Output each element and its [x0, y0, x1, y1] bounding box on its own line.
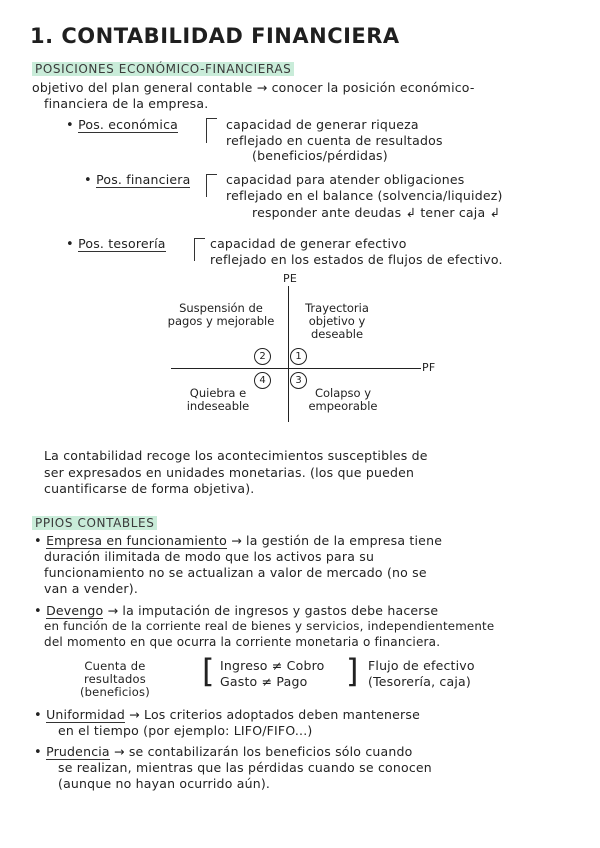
- number-circle-2: 2: [254, 348, 271, 365]
- principle-line: del momento en que ocurra la corriente monetaria o financiera.: [44, 635, 441, 649]
- axis-label-pe: PE: [283, 272, 297, 285]
- right-bracket-icon: ]: [346, 652, 359, 690]
- principle-line: funcionamiento no se actualizan a valor de mercado (no se: [44, 565, 427, 580]
- quadrant-3-label: Quiebra e indeseable: [186, 386, 250, 413]
- detail-right-line: (Tesorería, caja): [368, 674, 471, 689]
- principle-line: se realizan, mientras que las pérdidas cuando se conocen: [58, 760, 432, 775]
- number-circle-4: 4: [254, 372, 271, 389]
- number-circle-1: 1: [290, 348, 307, 365]
- principle-term: Prudencia: [46, 744, 110, 759]
- item-line: responder ante deudas ↲ tener caja ↲: [252, 205, 501, 220]
- principle-devengo: [34, 603, 438, 619]
- bullet-icon: •: [34, 604, 42, 619]
- section-heading-text: POSICIONES ECONÓMICO-FINANCIERAS: [32, 62, 294, 76]
- intro-line-2: financiera de la empresa.: [44, 96, 209, 111]
- x-axis: [171, 368, 421, 369]
- item-line: reflejado en el balance (solvencia/liquidez): [226, 188, 503, 203]
- principle-term: Devengo: [46, 603, 104, 618]
- item-line: capacidad para atender obligaciones: [226, 172, 465, 187]
- item-line: reflejado en los estados de flujos de efectivo.: [210, 252, 503, 267]
- number-circle-3: 3: [290, 372, 307, 389]
- axis-label-pf: PF: [422, 361, 436, 374]
- item-label: Pos. tesorería: [78, 236, 166, 251]
- list-item-pos-tesoreria: [66, 236, 166, 252]
- detail-left-line: Cuenta de: [84, 659, 146, 673]
- intro-line-1: objetivo del plan general contable → conocer la posición económico-: [32, 80, 475, 95]
- item-line: capacidad de generar efectivo: [210, 236, 407, 251]
- quadrant-1-label: Trayectoria objetivo y deseable: [305, 301, 369, 341]
- y-axis: [288, 286, 289, 422]
- bullet-icon: •: [34, 534, 42, 549]
- paragraph-line-3: cuantificarse de forma objetiva).: [44, 481, 255, 496]
- item-line: (beneficios/pérdidas): [252, 148, 388, 163]
- principle-empresa: [34, 533, 442, 549]
- bullet-icon: •: [34, 745, 42, 760]
- principle-line: van a vender).: [44, 581, 139, 596]
- list-item-pos-financiera: [84, 172, 190, 188]
- principle-term: Uniformidad: [46, 707, 125, 722]
- principle-line: en el tiempo (por ejemplo: LIFO/FIFO...): [58, 723, 313, 738]
- left-bracket-icon: [: [202, 652, 215, 690]
- quadrant-2-label: Suspensión de pagos y mejorable: [167, 301, 275, 328]
- principle-uniformidad: [34, 707, 420, 723]
- bracket-line: [206, 118, 217, 143]
- principle-line: en función de la corriente real de bienes y servicios, independientemente: [44, 619, 495, 633]
- bullet-icon: •: [34, 708, 42, 723]
- principle-text: → la imputación de ingresos y gastos debe hacerse: [107, 603, 439, 618]
- bullet-icon: •: [66, 118, 74, 133]
- principle-text: → Los criterios adoptados deben mantenerse: [129, 707, 420, 722]
- paragraph-line-1: La contabilidad recoge los acontecimientos susceptibles de: [44, 448, 428, 463]
- section-heading-text: PPIOS CONTABLES: [32, 516, 157, 530]
- principle-line: (aunque no hayan ocurrido aún).: [58, 776, 271, 791]
- item-line: reflejado en cuenta de resultados: [226, 133, 443, 148]
- principle-text: → se contabilizarán los beneficios sólo cuando: [113, 744, 413, 759]
- principle-text: → la gestión de la empresa tiene: [231, 533, 443, 548]
- principle-term: Empresa en funcionamiento: [46, 533, 227, 548]
- paragraph-line-2: ser expresados en unidades monetarias. (los que pueden: [44, 465, 415, 480]
- bullet-icon: •: [84, 173, 92, 188]
- section-heading-posiciones: [32, 58, 294, 77]
- item-label: Pos. económica: [78, 117, 179, 132]
- item-line: capacidad de generar riqueza: [226, 117, 419, 132]
- principle-line: duración ilimitada de modo que los activos para su: [44, 549, 375, 564]
- quadrant-4-label: Colapso y empeorable: [308, 386, 378, 413]
- detail-mid-line: Ingreso ≠ Cobro: [220, 658, 325, 673]
- section-heading-ppios: [32, 512, 157, 531]
- list-item-pos-economica: [66, 117, 178, 133]
- detail-right-line: Flujo de efectivo: [368, 658, 475, 673]
- bracket-line: [206, 174, 217, 197]
- principle-prudencia: [34, 744, 413, 760]
- detail-left-line: (beneficios): [80, 685, 150, 699]
- detail-mid-line: Gasto ≠ Pago: [220, 674, 308, 689]
- page-title: 1. CONTABILIDAD FINANCIERA: [30, 24, 400, 48]
- bracket-line: [194, 238, 205, 261]
- detail-left-line: resultados: [83, 672, 146, 686]
- detail-left-block: [80, 660, 150, 699]
- bullet-icon: •: [66, 237, 74, 252]
- item-label: Pos. financiera: [96, 172, 191, 187]
